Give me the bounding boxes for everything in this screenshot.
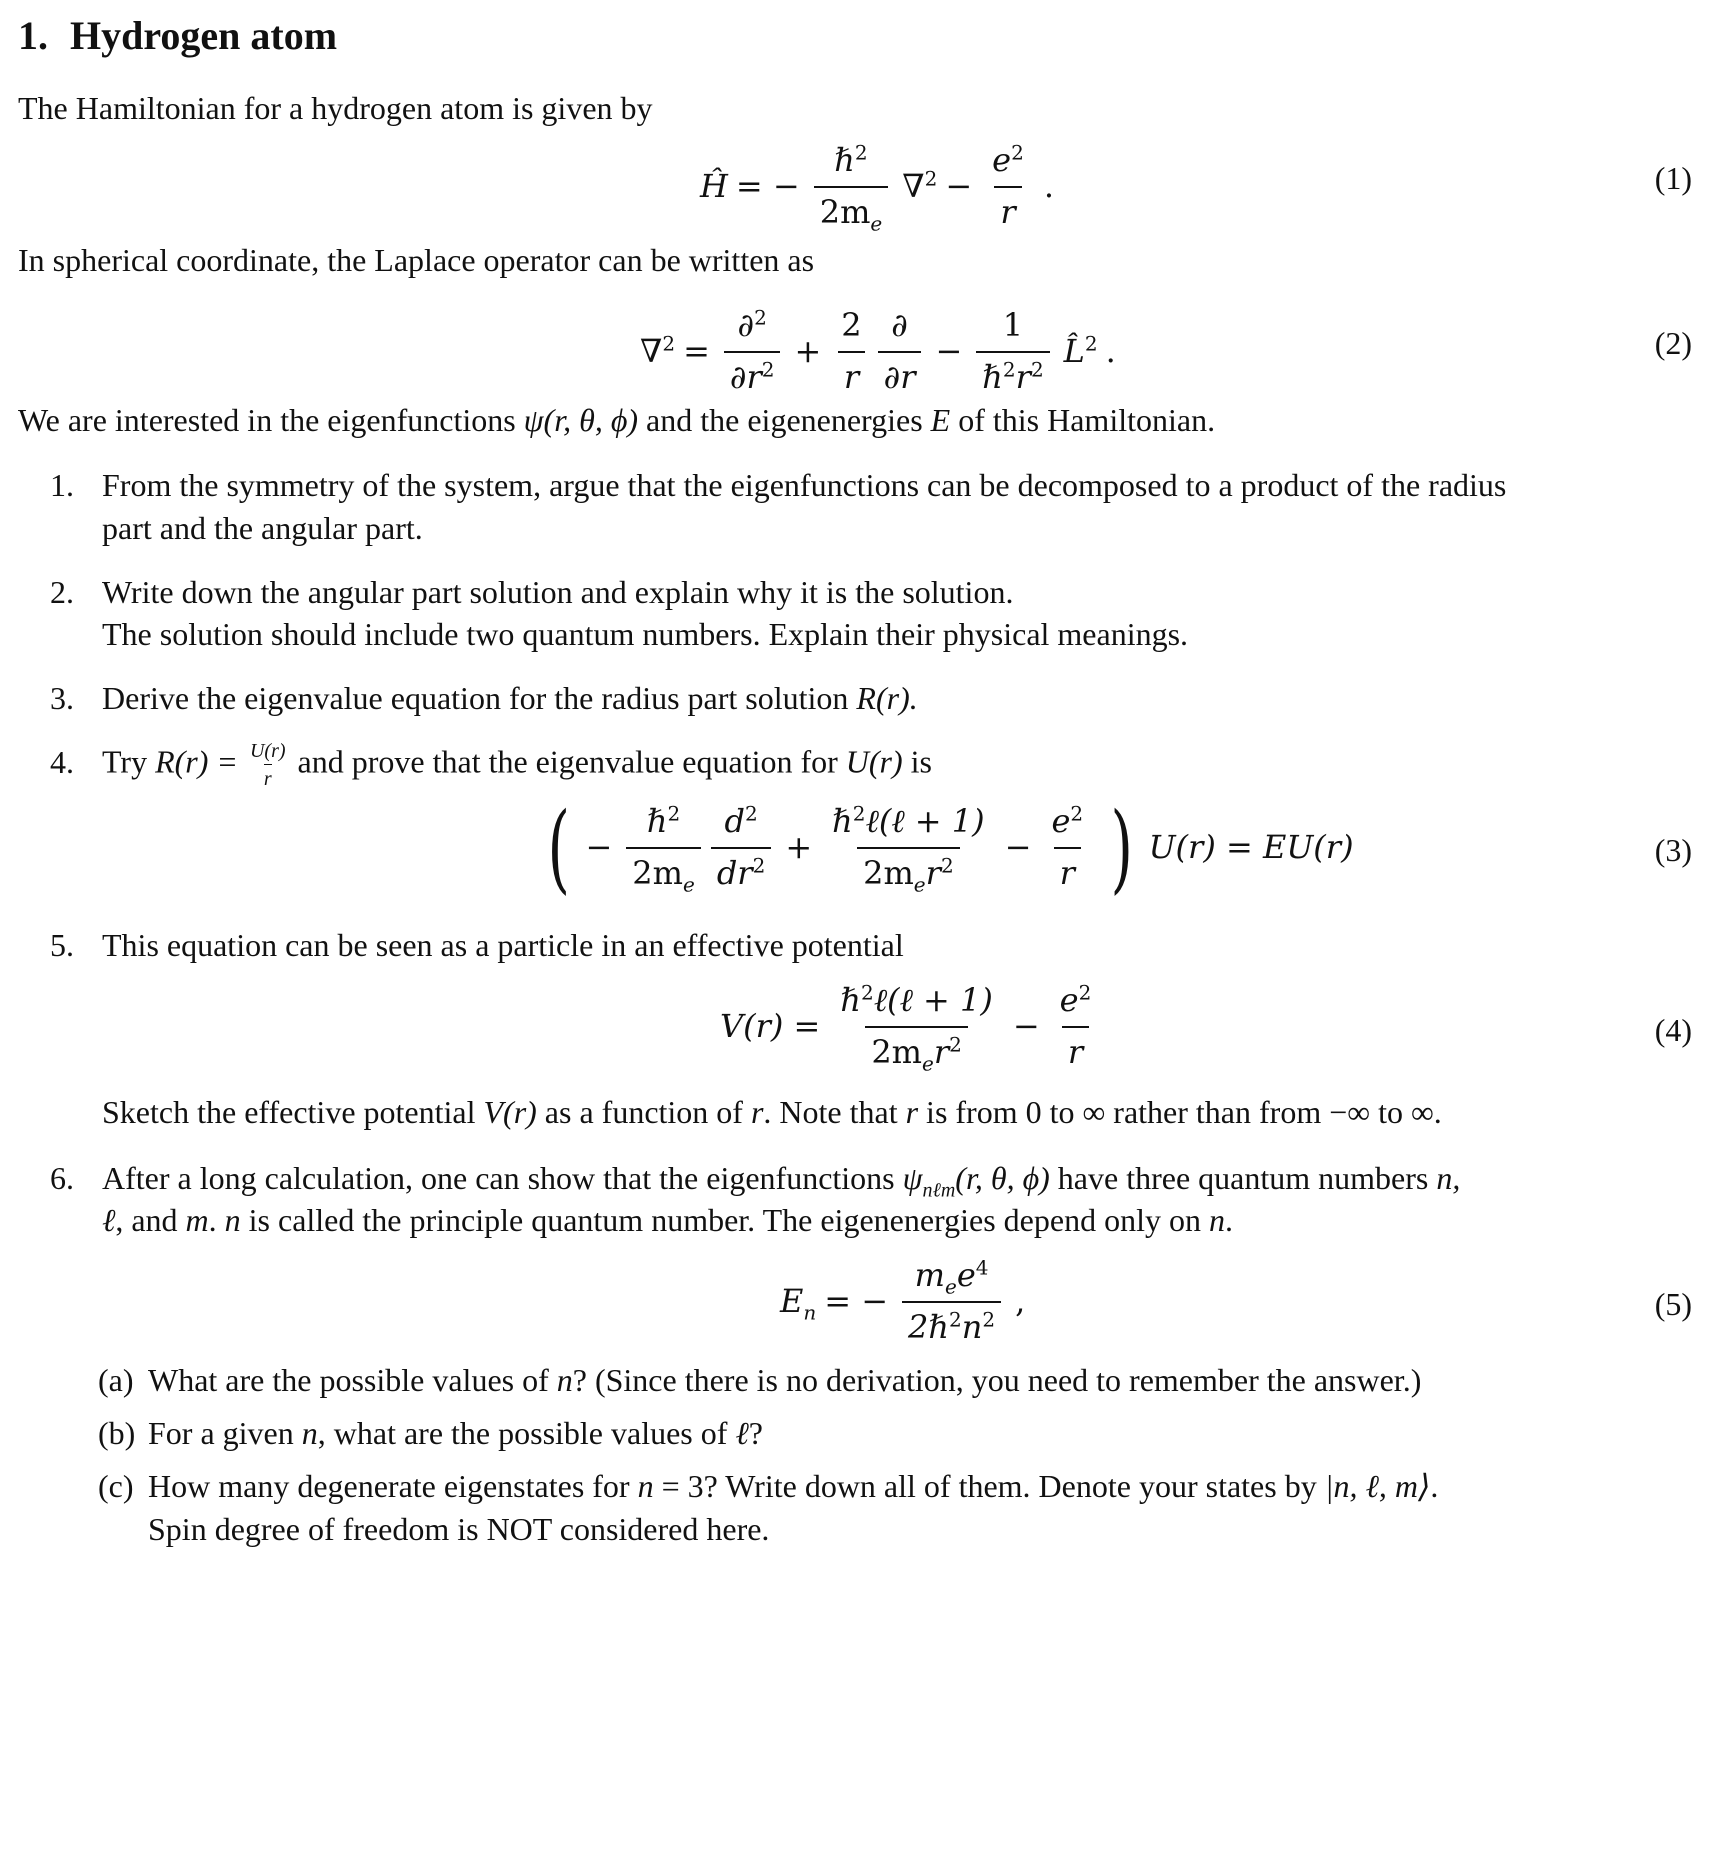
item-number-5: 5. [50,927,74,963]
eq3-mer: 2m [863,854,914,892]
subitem-c-a: How many degenerate eigenstates for [148,1468,638,1504]
laplace-intro: In spherical coordinate, the Laplace operator can be written as [18,242,815,278]
eq3-frac1: $\frac{\hbar^2}{2m_e}$ [626,801,701,894]
item-4-frac-num: U(r) [249,740,286,762]
subitem-b-b: , what are the possible values of [317,1415,736,1451]
eq4-frac2: $\frac{e^2}{r}$ [1054,980,1098,1073]
eq2-dr2: ∂r [729,357,762,396]
subitem-b-v2: ℓ [735,1415,749,1451]
eq5-num: m [914,1256,945,1294]
sketch-r: r [750,1094,764,1130]
eq2-frac2 [835,305,867,398]
interest-psi: ψ(r, θ, ϕ) [523,402,639,438]
subitem-a-b: ? (Since there is no derivation, you need to remember the answer.) [572,1362,1422,1398]
sketch-text [102,1092,1442,1134]
eq2-r: r [838,351,865,399]
item-4-text [102,738,932,792]
equation-number-4: (4) [1654,1012,1692,1048]
subitem-a-a: What are the possible values of [148,1362,557,1398]
eq1-den: 2m [819,192,871,231]
equation-number-1: (1) [1654,160,1692,196]
item-6-psi-sub: nℓm [922,1179,956,1202]
eq4-mer-sub: e [922,1050,934,1075]
eq3-frac4: $\frac{e^2}{r}$ [1045,801,1089,894]
eq5-comma: , [1015,1281,1026,1320]
eq4-frac1: $\frac{\hbar^2\ell(\ell + 1)}{2m_er^2}$ [840,980,993,1075]
eq3-minus2: − [1004,828,1032,867]
eq3-me: 2m [632,854,683,892]
eq3-r2: r [925,854,941,892]
eq4-minus: − [1012,1006,1040,1045]
subitem-a-v: n [556,1362,573,1398]
item-4-lhs: R(r) = [155,743,238,780]
eq4-hl: ℏ [840,981,861,1019]
subitem-b-v: n [301,1415,318,1451]
eq4-lhs: V(r) = [720,1006,821,1045]
eq2-lhs: ∇ [640,331,663,370]
subitem-c-b: = 3? Write down all of them. Denote your states by [653,1468,1325,1504]
item-6-line2b: , and [115,1202,186,1238]
item-6-n3: n [1208,1202,1225,1238]
item-6-line1 [102,1158,1460,1200]
eq3-frac3: $\frac{\hbar^2\ell(\ell + 1)}{2m_er^2}$ [832,801,985,897]
sketch-c: . Note that [763,1094,906,1130]
eq1-eden: r [994,186,1021,234]
section-heading [18,10,337,62]
eq4-r: r [1062,1026,1089,1074]
eq3-lparen: ( [547,792,570,904]
eq2-d: ∂ [891,306,908,344]
item-4-frac-den: r [264,764,272,792]
eq3-ll: ℓ(ℓ + 1) [865,802,985,841]
equation-4 [720,980,1103,1073]
sketch-a: Sketch the effective potential [102,1094,484,1130]
eq3-r: r [1054,847,1081,895]
eq5-num-sub: e [944,1274,957,1299]
subitem-b-text [148,1413,763,1455]
subitem-c-line2: Spin degree of freedom is NOT considered here. [148,1511,770,1547]
equation-2: ∇$^2$ = $\frac{\partial^2}{\partial r^2}$ + $\frac{2}{r}$ $\frac{\partial}{\partial r}$ − $\frac{1}{\hbar^2r^2}$ L̂$^2$ . [640,305,1116,398]
interest-prefix: We are interested in the eigenfunctions [18,402,524,438]
item-4-pre: Try [102,743,156,780]
eq3-hl: ℏ [832,802,853,841]
eq1-frac2: $\frac{e^2}{r}$ [986,140,1030,233]
item-3-line1: Derive the eigenvalue equation for the radius part solution [102,680,857,716]
eq4-mer: 2m [871,1032,923,1071]
equation-1: Ĥ = − $\frac{\hbar^2}{2m_e}$ ∇$^2$ − $\frac{e^2}{r}$ . [700,140,1054,235]
subitem-a-text [148,1360,1421,1402]
eq3-rparen: ) [1110,792,1134,904]
eq5-frac: $\frac{m_ee^4}{2\hbar^2n^2}$ [902,1255,1001,1348]
item-2-line1: Write down the angular part solution and explain why it is the solution. [102,574,1014,610]
item-number-4: 4. [50,744,74,780]
item-3-text [102,678,918,720]
item-6-line2e: . [1224,1202,1233,1238]
eq2-d2: ∂ [737,306,755,344]
equation-number-2: (2) [1654,325,1692,361]
subitem-label-b: (b) [98,1415,136,1451]
item-number-6: 6. [50,1160,74,1196]
eq3-e: e [1051,802,1071,841]
item-number-2: 2. [50,574,74,610]
eq4-ll: ℓ(ℓ + 1) [873,981,993,1019]
item-6-line2c: . [208,1202,225,1238]
item-3-math: R(r). [856,680,918,716]
eq2-frac3 [878,305,922,398]
eq3-h: ℏ [646,802,668,841]
eq4-e: e [1059,981,1079,1019]
eq1-den-sub: e [870,210,883,235]
item-4-end: is [902,743,932,780]
eq1-num: ℏ [834,141,855,179]
item-6-n: n, [1436,1160,1461,1196]
eq2-dr: ∂r [878,351,922,399]
eq3-dr: dr [716,854,753,892]
eq2-one: 1 [1002,306,1024,344]
interest-E: E [930,402,951,438]
equation-3 [540,792,1354,904]
equation-5 [780,1255,1025,1348]
equation-number-3: (3) [1654,832,1692,868]
eq2-hr: ℏ [982,357,1003,396]
item-6-line1a: After a long calculation, one can show that the eigenfunctions [102,1160,903,1196]
eq1-H: Ĥ [700,166,728,205]
eq1-nabla: ∇ [902,166,925,205]
eq5-lhs: E [780,1281,804,1320]
item-6-line2 [102,1200,1233,1242]
eq3-e-sub: e [682,872,695,897]
subitem-c-c: . [1430,1468,1439,1504]
subitem-c-text [148,1466,1438,1508]
item-6-psi-args: (r, θ, ϕ) [955,1160,1050,1196]
eq2-r2: r [1015,357,1031,396]
item-6-psi: ψ [902,1160,923,1196]
interest-suffix: of this Hamiltonian. [950,402,1216,438]
sketch-d: is from 0 to ∞ rather than from −∞ to ∞. [918,1094,1442,1130]
item-5-line1: This equation can be seen as a particle in an effective potential [102,927,904,963]
eq5-den-n: n [961,1307,983,1346]
eq3-d: d [724,802,745,841]
eq1-eq: = − [735,166,800,205]
eq5-eq: = − [824,1281,889,1320]
subitem-b-a: For a given [148,1415,302,1451]
sketch-b: as a function of [536,1094,751,1130]
item-number-1: 1. [50,467,74,503]
eq3-mer-sub: e [913,872,926,897]
item-1-line1: From the symmetry of the system, argue that the eigenfunctions can be decomposed to a product of the radius [102,467,1507,503]
item-6-line1b: have three quantum numbers [1049,1160,1437,1196]
subitem-c-v: n [637,1468,654,1504]
section-title: Hydrogen atom [70,13,338,58]
eq2-dot: . [1105,331,1116,370]
eq2-frac1: $\frac{\partial^2}{\partial r^2}$ [724,305,781,398]
item-6-n2: n [224,1202,241,1238]
eq2-frac4: $\frac{1}{\hbar^2r^2}$ [976,305,1049,398]
sketch-V: V(r) [483,1094,537,1130]
eq5-den: 2ℏ [908,1307,950,1346]
subitem-label-c: (c) [98,1468,134,1504]
eq2-plus: + [794,331,822,370]
item-6-line2a: ℓ [102,1202,116,1238]
interest-text [18,400,1215,442]
item-4-U: U(r) [845,743,903,780]
eq2-eq: = [683,331,710,370]
item-4-frac [250,738,286,792]
eq2-L: L̂ [1063,331,1085,370]
eq1-frac1: $\frac{\hbar^2}{2m_e}$ [814,140,889,233]
eq2-minus: − [935,331,963,370]
section-number: 1. [18,13,48,58]
interest-middle: and the eigenenergies [638,402,931,438]
item-6-m: m [185,1202,209,1238]
eq1-minus: − [945,166,973,205]
item-2-line2: The solution should include two quantum numbers. Explain their physical meanings. [102,616,1189,652]
item-6-line2d: is called the principle quantum number. The eigenenergies depend only on [240,1202,1209,1238]
item-4-post: and prove that the eigenvalue equation for [289,743,846,780]
subitem-c-ket: |n, ℓ, m⟩ [1324,1468,1431,1504]
eq3-rhs: U(r) = EU(r) [1148,828,1354,867]
item-1-line2: part and the angular part. [102,510,423,546]
eq1-enum: e [992,141,1012,179]
equation-number-5: (5) [1654,1286,1692,1322]
sketch-r2: r [905,1094,919,1130]
item-number-3: 3. [50,680,74,716]
eq5-lhs-sub: n [803,1300,817,1325]
eq3-plus: + [785,828,813,867]
eq4-r2: r [933,1032,950,1071]
eq3-frac2: $\frac{d^2}{dr^2}$ [711,801,772,894]
subitem-label-a: (a) [98,1362,134,1398]
intro-text: The Hamiltonian for a hydrogen atom is given by [18,90,653,126]
eq3-minus: − [585,828,613,867]
subitem-b-c: ? [748,1415,763,1451]
eq1-dot: . [1043,166,1054,205]
eq2-two: 2 [841,306,862,344]
eq5-num-e: e [956,1256,976,1294]
